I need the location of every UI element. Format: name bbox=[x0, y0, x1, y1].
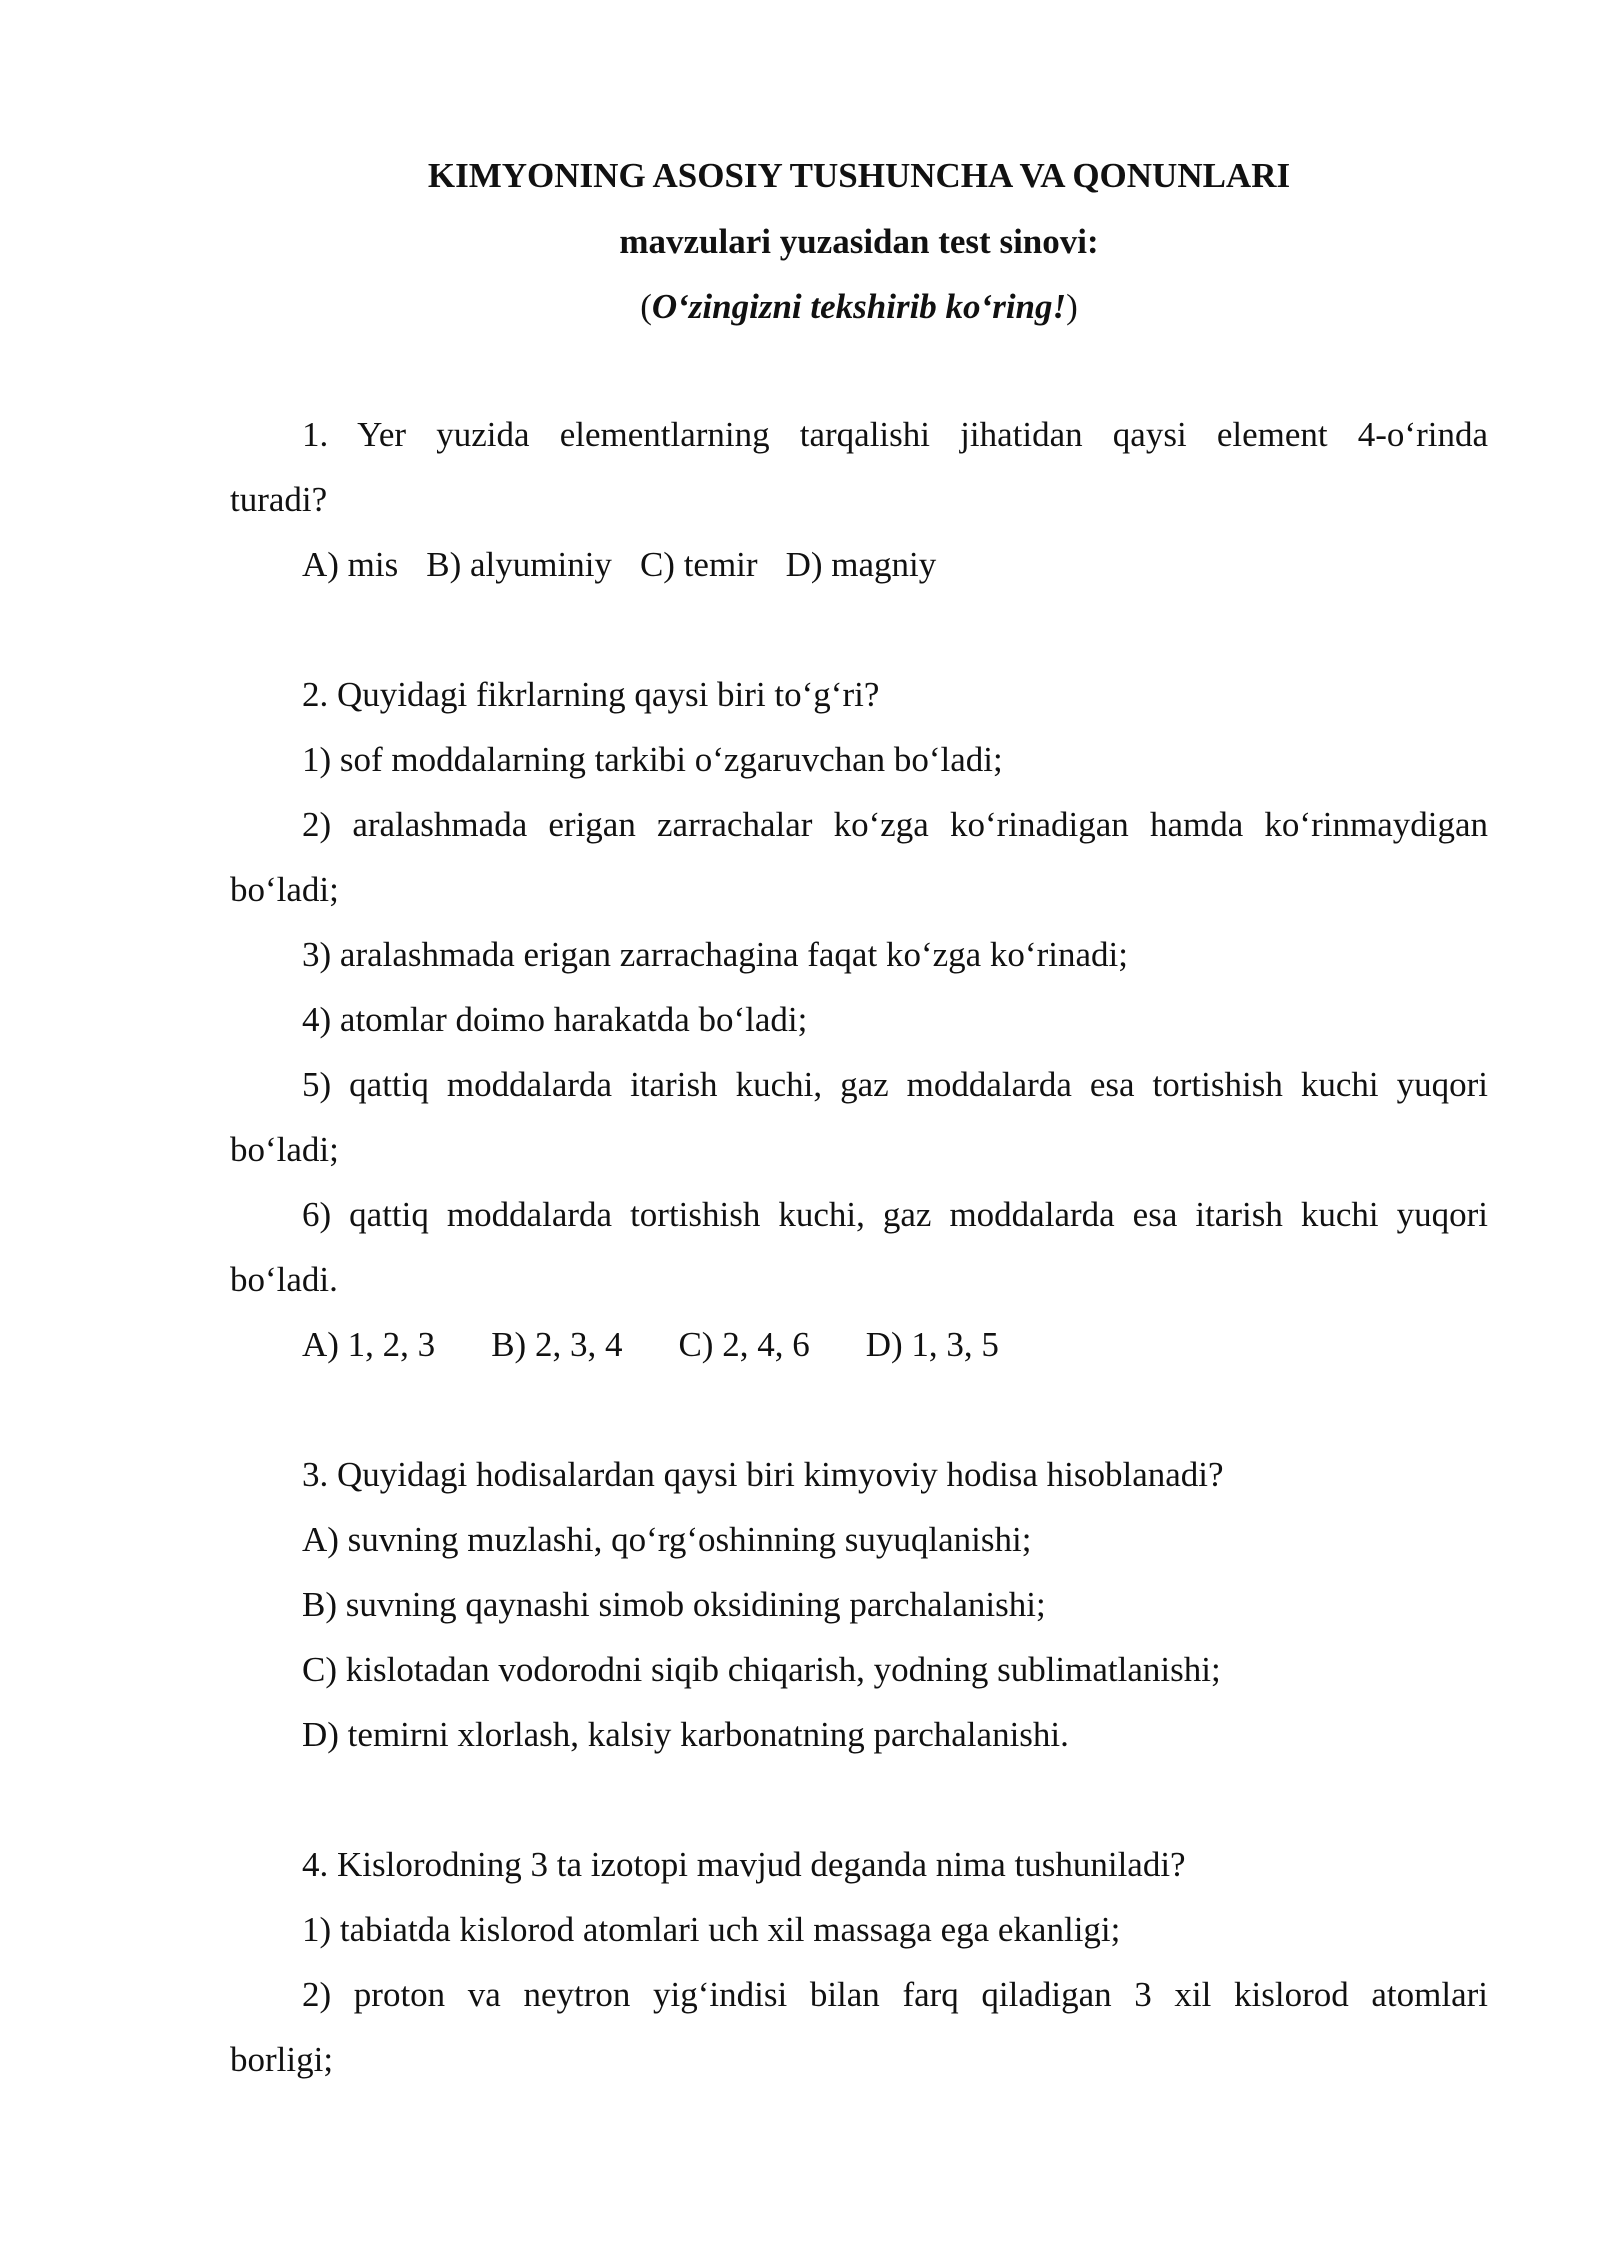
statement-5-cont: bo‘ladi; bbox=[230, 1130, 339, 1169]
statement-4: 4) atomlar doimo harakatda bo‘ladi; bbox=[302, 1000, 808, 1039]
statement-2-cont: bo‘ladi; bbox=[230, 870, 339, 909]
question-4-statement-1: 1) tabiatda kislorod atomlari uch xil massaga ega ekanligi; bbox=[302, 1910, 1121, 1949]
question-3-option-a: A) suvning muzlashi, qo‘rg‘oshinning suyuqlanishi; bbox=[302, 1520, 1032, 1559]
note-paren-close: ) bbox=[1066, 287, 1078, 326]
question-1-text-cont: turadi? bbox=[230, 480, 328, 519]
question-4-text: 4. Kislorodning 3 ta izotopi mavjud deganda nima tushuniladi? bbox=[302, 1845, 1186, 1884]
note-text: O‘zingizni tekshirib ko‘ring! bbox=[651, 287, 1067, 326]
question-2-options bbox=[302, 1325, 1488, 1365]
question-3-option-b: B) suvning qaynashi simob oksidining parchalanishi; bbox=[302, 1585, 1046, 1624]
option-d: D) 1, 3, 5 bbox=[865, 1325, 999, 1364]
document-subtitle: mavzulari yuzasidan test sinovi: bbox=[619, 222, 1099, 261]
statement-5: 5) qattiq moddalarda itarish kuchi, gaz moddalarda esa tortishish kuchi yuqori bbox=[302, 1065, 1488, 1104]
question-3-option-c: C) kislotadan vodorodni siqib chiqarish, yodning sublimatlanishi; bbox=[302, 1650, 1221, 1689]
question-4-statement-2-cont: borligi; bbox=[230, 2040, 334, 2079]
option-a: A) 1, 2, 3 bbox=[302, 1325, 436, 1364]
statement-1: 1) sof moddalarning tarkibi o‘zgaruvchan bo‘ladi; bbox=[302, 740, 1003, 779]
statement-2: 2) aralashmada erigan zarrachalar ko‘zga ko‘rinadigan hamda ko‘rinmaydigan bbox=[302, 805, 1488, 844]
option-b: B) 2, 3, 4 bbox=[491, 1325, 623, 1364]
question-4-statement-2: 2) proton va neytron yig‘indisi bilan farq qiladigan 3 xil kislorod atomlari bbox=[302, 1975, 1488, 2014]
question-1-text: 1. Yer yuzida elementlarning tarqalishi jihatidan qaysi element 4-o‘rinda bbox=[302, 415, 1488, 454]
option-c: C) 2, 4, 6 bbox=[678, 1325, 810, 1364]
question-3-option-d: D) temirni xlorlash, kalsiy karbonatning parchalanishi. bbox=[302, 1715, 1069, 1754]
note-paren-open: ( bbox=[640, 287, 652, 326]
question-3-text: 3. Quyidagi hodisalardan qaysi biri kimyoviy hodisa hisoblanadi? bbox=[302, 1455, 1224, 1494]
statement-6-cont: bo‘ladi. bbox=[230, 1260, 338, 1299]
option-c: C) temir bbox=[639, 545, 758, 584]
statement-6: 6) qattiq moddalarda tortishish kuchi, gaz moddalarda esa itarish kuchi yuqori bbox=[302, 1195, 1488, 1234]
option-b: B) alyuminiy bbox=[426, 545, 612, 584]
option-d: D) magniy bbox=[785, 545, 937, 584]
statement-3: 3) aralashmada erigan zarrachagina faqat ko‘zga ko‘rinadi; bbox=[302, 935, 1128, 974]
option-a: A) mis bbox=[302, 545, 399, 584]
document-note bbox=[230, 287, 1488, 327]
question-2-text: 2. Quyidagi fikrlarning qaysi biri to‘g‘ri? bbox=[302, 675, 880, 714]
question-1-options bbox=[302, 545, 1488, 585]
document-title: KIMYONING ASOSIY TUSHUNCHA VA QONUNLARI bbox=[427, 156, 1291, 195]
